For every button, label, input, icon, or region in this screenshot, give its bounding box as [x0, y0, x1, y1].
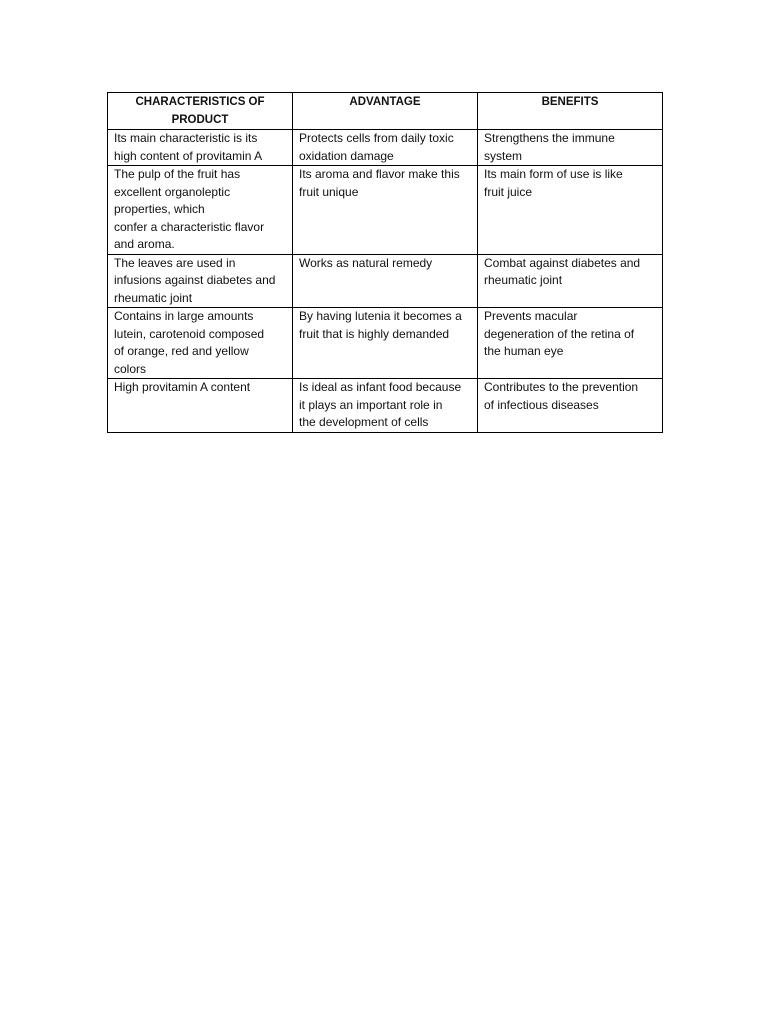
table-row [108, 166, 663, 255]
table-row [108, 379, 663, 433]
table-row [108, 308, 663, 379]
table-row [108, 254, 663, 308]
advantage-cell: Protects cells from daily toxic oxidation damage [293, 130, 478, 166]
header-row [108, 93, 663, 130]
benefit-cell: Strengthens the immune system [478, 130, 663, 166]
advantage-cell: Works as natural remedy [293, 254, 478, 308]
header-characteristics: CHARACTERISTICS OF PRODUCT [108, 93, 293, 130]
characteristic-cell: Its main characteristic is its high content of provitamin A [108, 130, 293, 166]
benefit-cell: Contributes to the prevention of infectious diseases [478, 379, 663, 433]
benefit-cell: Combat against diabetes and rheumatic joint [478, 254, 663, 308]
header-benefits: BENEFITS [478, 93, 663, 130]
advantage-cell: Its aroma and flavor make this fruit unique [293, 166, 478, 255]
characteristic-cell: High provitamin A content [108, 379, 293, 433]
benefit-cell: Its main form of use is like fruit juice [478, 166, 663, 255]
benefit-cell: Prevents macular degeneration of the retina of the human eye [478, 308, 663, 379]
characteristic-cell: The leaves are used in infusions against diabetes and rheumatic joint [108, 254, 293, 308]
advantage-cell: Is ideal as infant food because it plays an important role in the development of cells [293, 379, 478, 433]
header-advantage: ADVANTAGE [293, 93, 478, 130]
features-advantages-benefits-table [107, 92, 663, 433]
table-header [108, 93, 663, 130]
table-row [108, 130, 663, 166]
advantage-cell: By having lutenia it becomes a fruit that is highly demanded [293, 308, 478, 379]
table-body [108, 130, 663, 433]
characteristic-cell: The pulp of the fruit has excellent organoleptic properties, which confer a characteristic flavor and aroma. [108, 166, 293, 255]
characteristic-cell: Contains in large amounts lutein, carotenoid composed of orange, red and yellow colors [108, 308, 293, 379]
